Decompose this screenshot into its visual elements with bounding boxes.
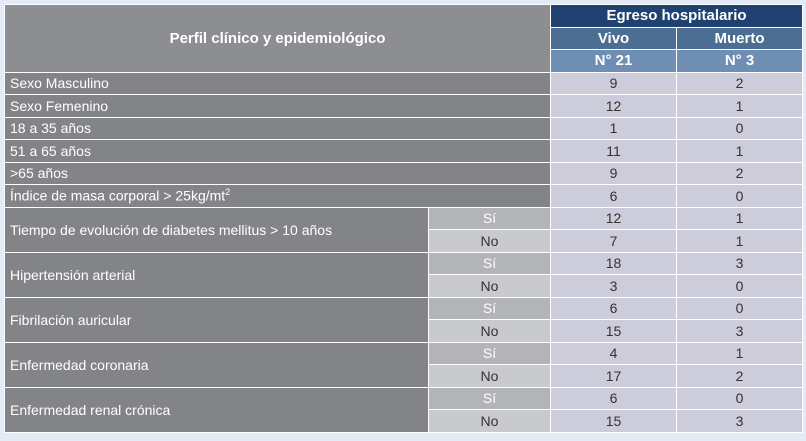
no-label: No <box>429 230 551 253</box>
dead-value: 0 <box>677 185 803 208</box>
group-label: Enfermedad coronaria <box>5 342 429 387</box>
yes-label: Sí <box>429 297 551 320</box>
alive-value: 6 <box>551 185 677 208</box>
group-label: Tiempo de evolución de diabetes mellitus > 10 años <box>5 207 429 252</box>
group-label: Fibrilación auricular <box>5 297 429 342</box>
dead-value: 2 <box>677 72 803 95</box>
dead-value: 2 <box>677 162 803 185</box>
alive-value: 17 <box>551 365 677 388</box>
alive-value: 12 <box>551 95 677 118</box>
dead-value: 3 <box>677 252 803 275</box>
alive-value: 6 <box>551 297 677 320</box>
dead-value: 2 <box>677 365 803 388</box>
alive-value: 4 <box>551 342 677 365</box>
row-label: 51 a 65 años <box>5 140 551 163</box>
alive-column-header: Vivo <box>551 27 677 50</box>
dead-value: 1 <box>677 207 803 230</box>
row-label: 18 a 35 años <box>5 117 551 140</box>
dead-value: 0 <box>677 275 803 298</box>
group-label: Hipertensión arterial <box>5 252 429 297</box>
alive-value: 15 <box>551 410 677 433</box>
table-row <box>5 117 803 140</box>
alive-value: 7 <box>551 230 677 253</box>
table-row <box>5 72 803 95</box>
group-label: Enfermedad renal crónica <box>5 387 429 432</box>
row-label-text: Índice de masa corporal > 25kg/mt <box>10 188 226 205</box>
yes-label: Sí <box>429 342 551 365</box>
dead-value: 0 <box>677 387 803 410</box>
outcome-header: Egreso hospitalario <box>551 5 803 28</box>
no-label: No <box>429 320 551 343</box>
alive-value: 18 <box>551 252 677 275</box>
table-row <box>5 387 803 410</box>
alive-value: 3 <box>551 275 677 298</box>
row-label: >65 años <box>5 162 551 185</box>
clinical-profile-table <box>4 4 803 433</box>
table-row <box>5 185 803 208</box>
yes-label: Sí <box>429 207 551 230</box>
table-row <box>5 252 803 275</box>
table-row <box>5 207 803 230</box>
table-row <box>5 95 803 118</box>
table-row <box>5 140 803 163</box>
alive-value: 9 <box>551 72 677 95</box>
table-row <box>5 162 803 185</box>
row-label: Sexo Masculino <box>5 72 551 95</box>
dead-value: 1 <box>677 140 803 163</box>
table-row <box>5 297 803 320</box>
dead-value: 3 <box>677 320 803 343</box>
row-label: Sexo Femenino <box>5 95 551 118</box>
profile-header: Perfil clínico y epidemiológico <box>5 5 551 73</box>
row-label <box>5 185 551 208</box>
dead-value: 1 <box>677 342 803 365</box>
dead-value: 1 <box>677 230 803 253</box>
dead-value: 0 <box>677 297 803 320</box>
no-label: No <box>429 410 551 433</box>
yes-label: Sí <box>429 252 551 275</box>
alive-value: 15 <box>551 320 677 343</box>
table-row <box>5 342 803 365</box>
alive-value: 1 <box>551 117 677 140</box>
dead-value: 0 <box>677 117 803 140</box>
no-label: No <box>429 365 551 388</box>
yes-label: Sí <box>429 387 551 410</box>
dead-column-header: Muerto <box>677 27 803 50</box>
alive-n-header: N° 21 <box>551 50 677 73</box>
alive-value: 11 <box>551 140 677 163</box>
no-label: No <box>429 275 551 298</box>
dead-value: 1 <box>677 95 803 118</box>
alive-value: 6 <box>551 387 677 410</box>
alive-value: 12 <box>551 207 677 230</box>
alive-value: 9 <box>551 162 677 185</box>
dead-n-header: N° 3 <box>677 50 803 73</box>
dead-value: 3 <box>677 410 803 433</box>
row-label-superscript: 2 <box>225 187 231 198</box>
